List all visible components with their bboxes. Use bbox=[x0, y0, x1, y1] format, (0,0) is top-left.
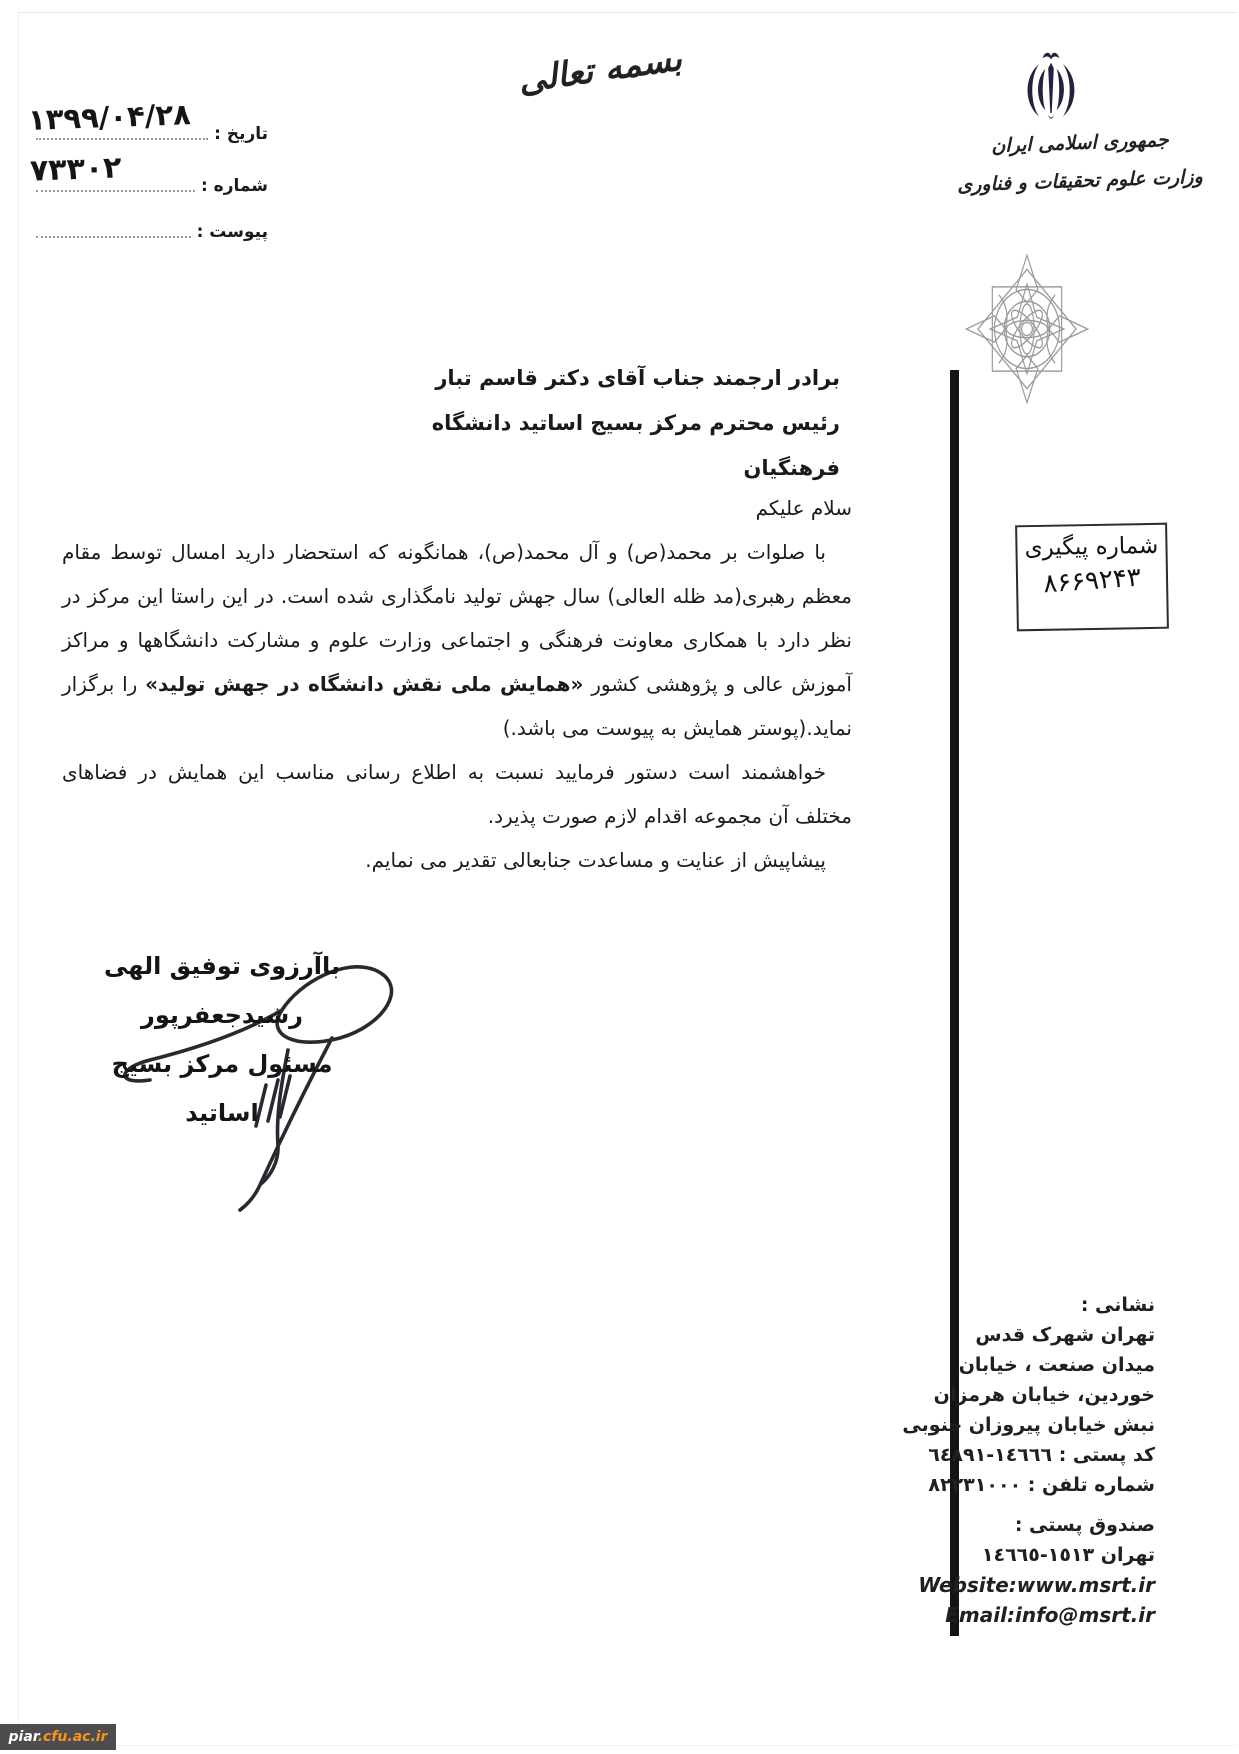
recipient-title-line: رئیس محترم مرکز بسیج اساتید دانشگاه فرهنگیان bbox=[431, 411, 840, 480]
date-label: تاریخ : bbox=[214, 124, 268, 144]
paragraph-1-text-a: با صلوات بر محمد(ص) و آل محمد(ص)، همانگونه که استحضار دارید امسال توسط مقام معظم رهبری(مد ظله العالی) سال جهش تولید نامگذاری شده است. در این راستا این مرکز در نظر دارد با همکاری معاونت فرهنگی و اجتماعی وزارت علوم و مشارکت دانشگاهها و مراکز آموزش عالی و پژوهشی کشور bbox=[62, 540, 852, 696]
country-title: جمهوری اسلامی ایران bbox=[990, 128, 1170, 158]
islamic-star-ornament-icon bbox=[962, 250, 1092, 408]
paragraph-2: خواهشمند است دستور فرمایید نسبت به اطلاع رسانی مناسب این همایش در فضاهای مختلف آن مجموعه اقدام لازم صورت پذیرد. bbox=[62, 760, 852, 828]
po-box-label: صندوق پستی : bbox=[1014, 1514, 1155, 1536]
paragraph-1-text-b: را برگزار نماید.(پوستر همایش به پیوست می باشد.) bbox=[62, 672, 852, 740]
attachment-dotted-line bbox=[36, 224, 191, 238]
tracking-label: شماره پیگیری bbox=[1024, 532, 1159, 562]
email-line: Email:info@msrt.ir bbox=[945, 1603, 1155, 1627]
signature-name: رشیدجعفرپور bbox=[141, 1001, 303, 1029]
iran-allah-emblem-icon bbox=[1012, 50, 1090, 134]
handwritten-signature-icon bbox=[70, 930, 430, 1230]
recipient-name-line: برادر ارجمند جناب آقای دکتر قاسم تبار bbox=[435, 366, 840, 390]
recipient-block bbox=[340, 356, 840, 491]
signature-title: مسئول مرکز بسیج اساتید bbox=[111, 1050, 333, 1127]
bismillah-calligraphy: بسمه تعالی bbox=[515, 38, 685, 102]
site-watermark bbox=[0, 1724, 116, 1750]
address-line: تهران شهرک قدس bbox=[975, 1324, 1155, 1346]
paragraph-3: پیشاپیش از عنایت و مساعدت جنابعالی تقدیر می نمایم. bbox=[365, 848, 826, 872]
attachment-label: پیوست : bbox=[196, 222, 268, 242]
tracking-value: ۸۶۶۹۲۴۳ bbox=[1042, 562, 1142, 600]
signature-closing: باآرزوی توفیق الهی bbox=[103, 952, 341, 980]
salutation: سلام علیکم bbox=[755, 496, 852, 520]
phone-number: شماره تلفن : ٨٢٢٣١٠٠٠ bbox=[928, 1474, 1155, 1496]
ministry-title: وزارت علوم تحقیقات و فناوری bbox=[956, 165, 1204, 197]
paragraph-1 bbox=[62, 530, 852, 750]
address-line: میدان صنعت ، خیابان bbox=[958, 1354, 1155, 1376]
footer-gap bbox=[755, 1500, 1155, 1510]
website-line: Website:www.msrt.ir bbox=[918, 1573, 1155, 1597]
address-line: نبش خیابان پیروزان جنوبی bbox=[902, 1414, 1155, 1436]
letter-body bbox=[62, 486, 852, 882]
footer-address-block bbox=[755, 1290, 1155, 1630]
address-label: نشانی : bbox=[1080, 1294, 1155, 1316]
attachment-row bbox=[36, 222, 270, 242]
watermark-prefix: piar bbox=[8, 1729, 38, 1745]
number-label: شماره : bbox=[200, 176, 268, 196]
address-line: خوردین، خیابان هرمزان bbox=[933, 1384, 1155, 1406]
number-value-handwritten: ۷۳۳۰۲ bbox=[29, 150, 123, 189]
postal-code: کد پستی : ١٤٦٦٦-٦٤٨٩١ bbox=[928, 1444, 1155, 1466]
watermark-suffix: .cfu.ac.ir bbox=[37, 1729, 108, 1745]
tracking-number-box bbox=[1015, 523, 1169, 632]
conference-title-bold: «همایش ملی نقش دانشگاه در جهش تولید» bbox=[145, 672, 584, 696]
date-value-handwritten: ۱۳۹۹/۰۴/۲۸ bbox=[27, 97, 192, 137]
po-box-value: تهران ١٥١٣-١٤٦٦٥ bbox=[981, 1544, 1155, 1566]
